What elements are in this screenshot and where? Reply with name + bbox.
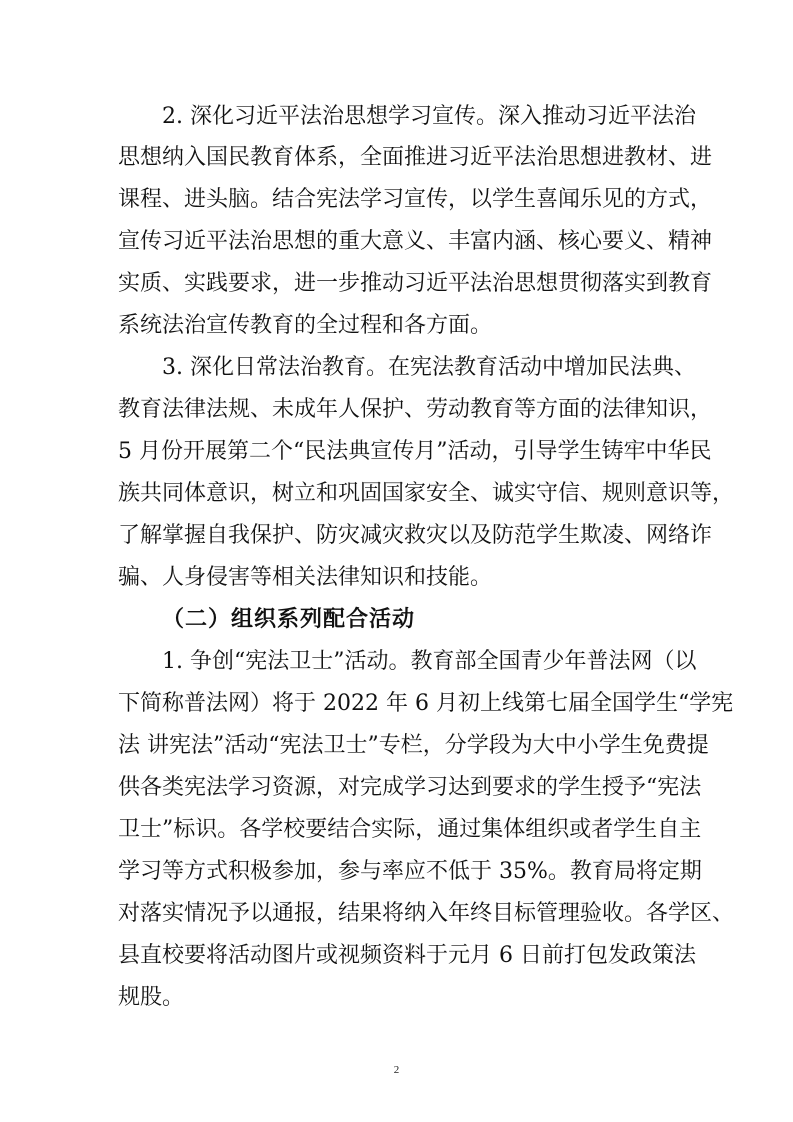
paragraph-line: 教育法律法规、未成年人保护、劳动教育等方面的法律知识， — [118, 397, 713, 422]
paragraph-line: 思想纳入国民教育体系，全面推进习近平法治思想进教材、进 — [118, 145, 713, 170]
paragraph-line: 实质、实践要求，进一步推动习近平法治思想贯彻落实到教育 — [118, 271, 713, 296]
paragraph-line: 5 月份开展第二个“民法典宣传月”活动，引导学生铸牢中华民 — [118, 439, 712, 464]
paragraph-line: 3. 深化日常法治教育。在宪法教育活动中增加民法典、 — [162, 355, 696, 380]
paragraph-line: 供各类宪法学习资源，对完成学习达到要求的学生授予“宪法 — [118, 775, 702, 800]
paragraph-line: 宣传习近平法治思想的重大意义、丰富内涵、核心要义、精神 — [118, 229, 713, 254]
paragraph-line: 系统法治宣传教育的全过程和各方面。 — [118, 313, 493, 338]
page-number: 2 — [393, 1064, 400, 1076]
paragraph-line: 骗、人身侵害等相关法律知识和技能。 — [118, 565, 493, 590]
paragraph-line: 卫士”标识。各学校要结合实际，通过集体组织或者学生自主 — [118, 817, 702, 842]
paragraph-line: 学习等方式积极参加，参与率应不低于 35%。教育局将定期 — [118, 859, 702, 884]
paragraph-line: 课程、进头脑。结合宪法学习宣传，以学生喜闻乐见的方式， — [118, 187, 713, 212]
paragraph-line: 1. 争创“宪法卫士”活动。教育部全国青少年普法网（以 — [162, 649, 697, 674]
paragraph-line: 2. 深化习近平法治思想学习宣传。深入推动习近平法治 — [162, 104, 696, 129]
paragraph-line: 族共同体意识，树立和巩固国家安全、诚实守信、规则意识等， — [118, 481, 735, 506]
paragraph-line: 法 讲宪法”活动“宪法卫士”专栏，分学段为大中小学生免费提 — [118, 733, 709, 758]
paragraph-line: 对落实情况予以通报，结果将纳入年终目标管理验收。各学区、 — [118, 901, 735, 926]
section-heading: （二）组织系列配合活动 — [162, 607, 416, 632]
paragraph-line: 县直校要将活动图片或视频资料于元月 6 日前打包发政策法 — [118, 943, 696, 968]
paragraph-line: 了解掌握自我保护、防灾减灾救灾以及防范学生欺凌、网络诈 — [118, 523, 713, 548]
paragraph-line: 规股。 — [118, 985, 185, 1010]
paragraph-line: 下简称普法网）将于 2022 年 6 月初上线第七届全国学生“学宪 — [118, 691, 734, 716]
